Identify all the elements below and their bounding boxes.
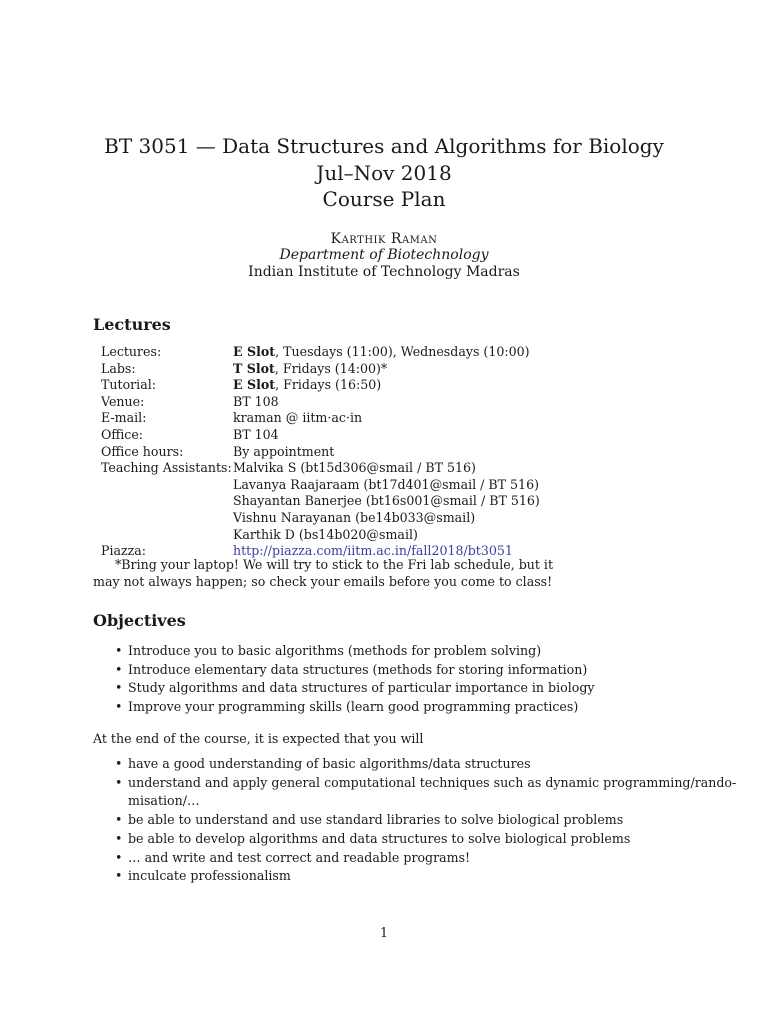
- page-number: 1: [379, 925, 388, 940]
- objectives-list: [93, 642, 595, 717]
- list-item: • … and write and test correct and readable programs!: [93, 849, 736, 868]
- row-key: Venue:: [101, 393, 145, 409]
- author-name: Karthik Raman: [330, 231, 438, 247]
- list-item: • inculcate professionalism: [93, 867, 736, 886]
- bullet-icon: •: [115, 661, 123, 677]
- row-key: Teaching Assistants:: [101, 460, 232, 476]
- list-item-continuation: misation/…: [128, 793, 200, 809]
- bullet-icon: •: [115, 868, 123, 884]
- objectives-heading: Objectives: [93, 611, 186, 630]
- author-department: Department of Biotechnology: [279, 247, 489, 263]
- bullet-icon: •: [115, 812, 123, 828]
- bullet-icon: •: [115, 680, 123, 696]
- row-value: Malvika S (bt15d306@smail / BT 516): [233, 460, 476, 476]
- row-value: BT 108: [233, 393, 279, 409]
- row-value: T Slot, Fridays (14:00)*: [233, 360, 388, 376]
- row-value: Karthik D (bs14b020@smail): [233, 526, 418, 542]
- bullet-icon: •: [115, 756, 123, 771]
- list-item: • Introduce elementary data structures (methods for storing information): [93, 661, 595, 680]
- course-title: BT 3051 — Data Structures and Algorithms for Biology: [104, 134, 664, 158]
- bullet-icon: •: [115, 849, 123, 865]
- row-value: Vishnu Narayanan (be14b033@smail): [233, 510, 476, 525]
- outcomes-list: [93, 755, 736, 886]
- course-plan-label: Course Plan: [322, 187, 446, 211]
- row-key: Labs:: [101, 360, 136, 376]
- expectation-intro: At the end of the course, it is expected that you will: [93, 731, 424, 746]
- bullet-icon: •: [115, 774, 123, 790]
- list-item: • Improve your programming skills (learn good programming practices): [93, 698, 595, 717]
- piazza-link[interactable]: http://piazza.com/iitm.ac.in/fall2018/bt3051: [233, 543, 513, 559]
- row-value: kraman @ iitm·ac·in: [233, 410, 363, 426]
- list-item: • be able to develop algorithms and data structures to solve biological problems: [93, 830, 736, 849]
- lectures-heading: Lectures: [93, 315, 171, 334]
- row-value: Shayantan Banerjee (bt16s001@smail / BT 516): [233, 493, 540, 509]
- list-item: • Study algorithms and data structures of particular importance in biology: [93, 679, 595, 698]
- bullet-icon: •: [115, 643, 123, 658]
- row-value: Lavanya Raajaraam (bt17d401@smail / BT 516): [233, 476, 539, 492]
- list-item: • understand and apply general computational techniques such as dynamic programming/rando- misation/…: [93, 774, 736, 811]
- bullet-icon: •: [115, 699, 123, 715]
- list-item: • be able to understand and use standard libraries to solve biological problems: [93, 811, 736, 830]
- note-line-2: may not always happen; so check your emails before you come to class!: [93, 574, 553, 589]
- author-institute: Indian Institute of Technology Madras: [248, 264, 520, 280]
- row-key: Office hours:: [101, 443, 184, 459]
- laptop-note: [93, 556, 554, 590]
- note-line-1: *Bring your laptop! We will try to stick to the Fri lab schedule, but it: [115, 557, 554, 572]
- row-value: E Slot, Tuesdays (11:00), Wednesdays (10:00): [233, 344, 530, 359]
- row-key: Office:: [101, 427, 144, 442]
- row-value: By appointment: [233, 443, 335, 459]
- row-key: Lectures:: [101, 344, 162, 359]
- row-key: E-mail:: [101, 410, 147, 426]
- row-key: Tutorial:: [101, 377, 156, 393]
- bullet-icon: •: [115, 830, 123, 846]
- piazza-label: Piazza:: [101, 543, 147, 559]
- list-item: • Introduce you to basic algorithms (methods for problem solving): [93, 642, 595, 661]
- list-item: • have a good understanding of basic algorithms/data structures: [93, 755, 736, 774]
- row-value: BT 104: [233, 427, 279, 442]
- course-term: Jul–Nov 2018: [316, 161, 452, 185]
- row-value: E Slot, Fridays (16:50): [233, 377, 382, 393]
